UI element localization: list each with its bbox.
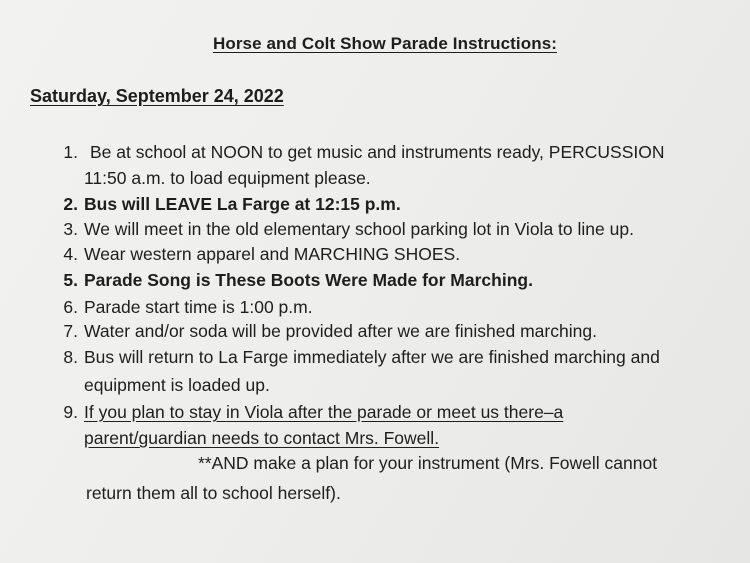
note [0,453,750,477]
note-text: return them all to school herself). [86,483,341,503]
list-item [0,142,750,166]
document-date: Saturday, September 24, 2022 [30,86,284,106]
item-text: parent/guardian needs to contact Mrs. Fowell. [84,428,440,448]
item-text: Parade Song is These Boots Were Made for Marching. [84,270,533,290]
item-number: 4. [63,244,78,264]
list-item [0,244,750,268]
list-item-continuation [0,375,750,399]
item-text: Wear western apparel and MARCHING SHOES. [84,244,461,264]
item-text: Water and/or soda will be provided after we are finished marching. [84,321,597,341]
item-number: 3. [63,219,78,239]
item-number: 9. [63,402,78,422]
item-text: If you plan to stay in Viola after the parade or meet us there–a [84,402,564,422]
item-text: 11:50 a.m. to load equipment please. [84,168,371,188]
item-number: 2. [63,194,78,214]
item-text: Parade start time is 1:00 p.m. [84,297,313,317]
item-text: Bus will LEAVE La Farge at 12:15 p.m. [84,194,401,214]
list-item [0,402,750,426]
list-item [0,270,750,294]
list-item [0,297,750,321]
item-text: We will meet in the old elementary school parking lot in Viola to line up. [84,219,634,239]
list-item [0,194,750,218]
item-number: 6. [63,297,78,317]
document-title: Horse and Colt Show Parade Instructions: [212,34,558,53]
item-number: 5. [63,270,78,290]
list-item-continuation [0,168,750,192]
list-item [0,347,750,371]
item-number: 7. [63,321,78,341]
list-item [0,321,750,345]
note-text: **AND make a plan for your instrument (Mrs. Fowell cannot [198,453,658,473]
list-item-continuation [0,428,750,452]
item-number: 8. [63,347,78,367]
item-number: 1. [63,142,78,162]
item-text: Be at school at NOON to get music and instruments ready, PERCUSSION [90,142,665,162]
list-item [0,219,750,243]
note-continuation [0,483,750,507]
item-text: Bus will return to La Farge immediately after we are finished marching and [84,347,660,367]
item-text: equipment is loaded up. [84,375,270,395]
